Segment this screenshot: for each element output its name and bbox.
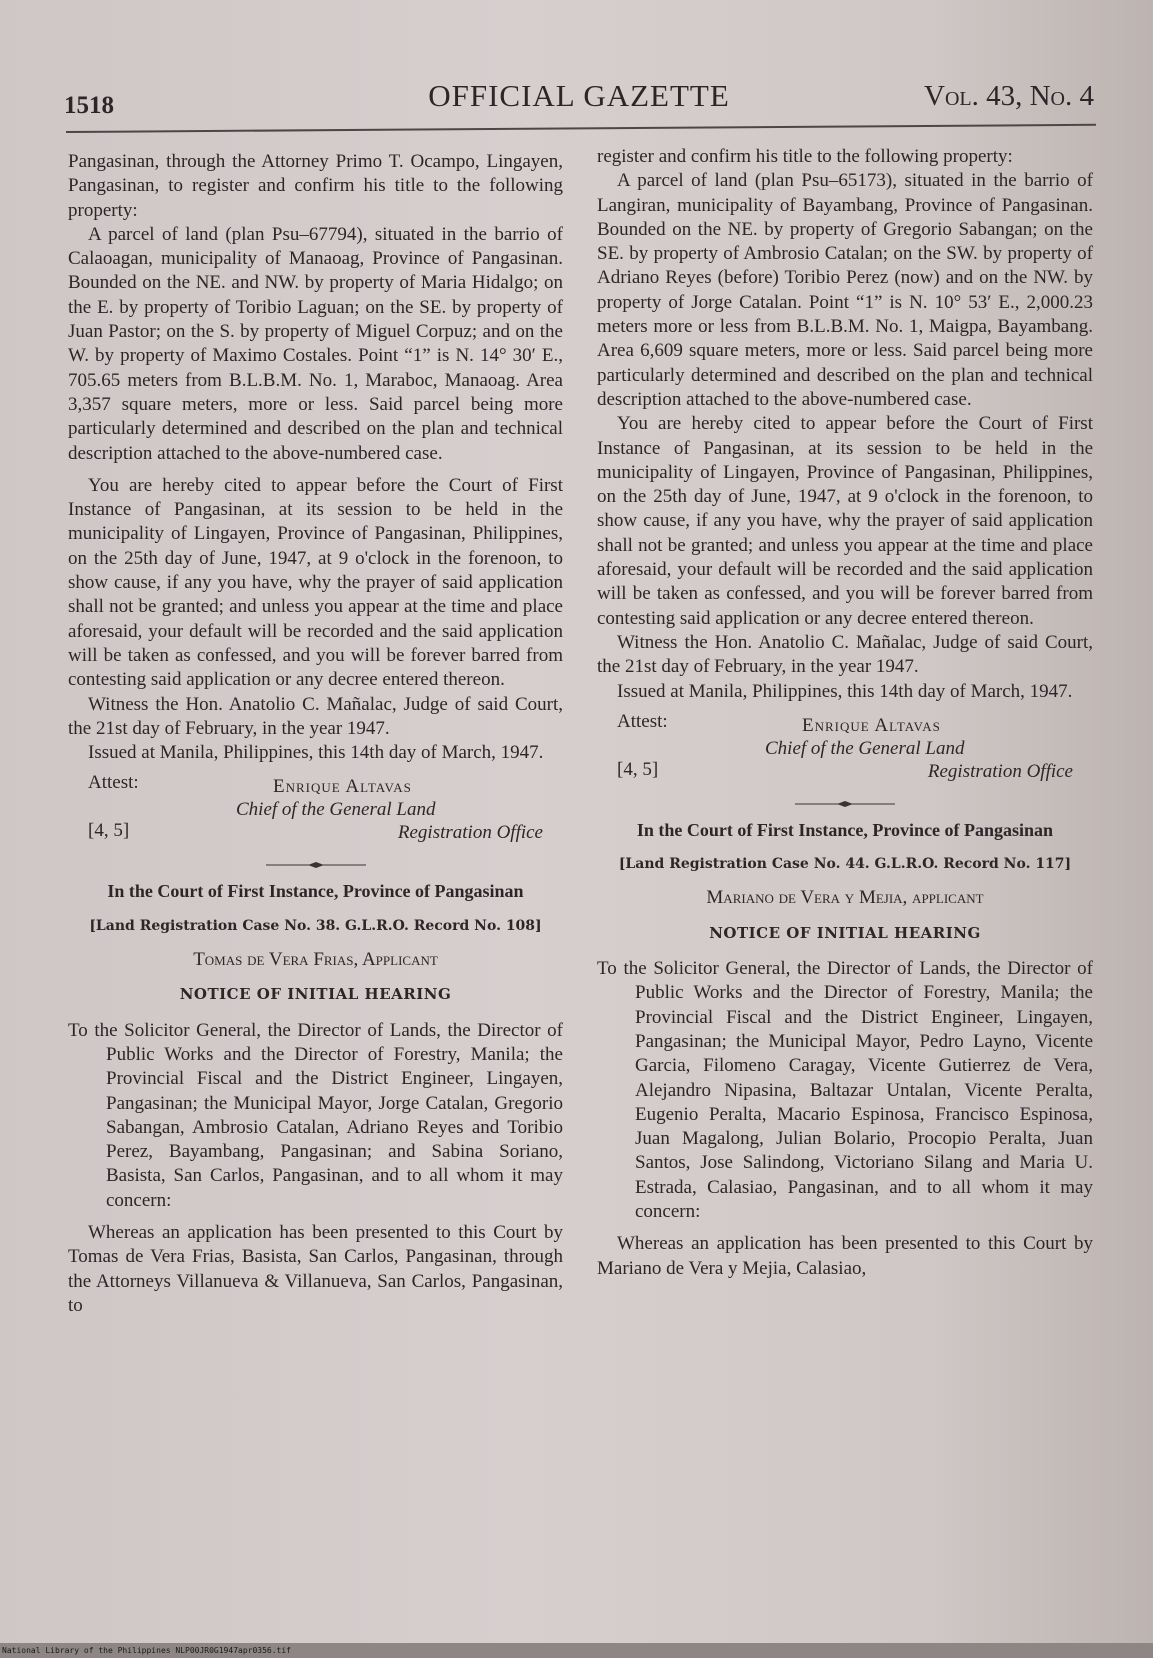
right-column	[597, 145, 1093, 1281]
case-line: [Land Registration Case No. 44. G.L.R.O. Record No. 117]	[618, 856, 1072, 873]
applicant-line: Mariano de Vera y Mejia, applicant	[706, 887, 984, 909]
property-description: A parcel of land (plan Psu–67794), situated in the barrio of Calaoagan, municipality of Manaoag, Province of Pangasinan. Bounded on the NE. and NW. by property of Maria Hidalgo; on the E. by property of Toribio Laguan; on the SE. by property of Juan Pastor; on the S. by property of Miguel Corpuz; and on the W. by property of Maximo Costales. Point “1” is N. 14° 30′ E., 705.65 meters from B.L.B.M. No. 1, Maraboc, Manaoag. Area 3,357 square meters, more or less. Said parcel being more particularly determined and described on the plan and technical description attached to the above-numbered case.	[68, 223, 563, 464]
case-line: [Land Registration Case No. 38. G.L.R.O. Record No. 108]	[89, 917, 542, 934]
attest-ref: [4, 5]	[617, 758, 659, 780]
addressee-block: To the Solicitor General, the Director of Lands, the Director of Public Works and the Director of Forestry, Manila; the Provincial Fiscal and the District Engineer, Lingayen, Pangasinan; the Municipal Mayor, Pedro Layno, Vicente Garcia, Filomeno Caragay, Vicente Gutierrez de Vera, Alejandro Nipasina, Baltazar Untalan, Vicente Peralta, Eugenio Peralta, Macario Espinosa, Francisco Espinosa, Juan Magalong, Julian Bolario, Procopio Peralta, Juan Santos, Jose Salindong, Victoriano Silang and Maria U. Estrada, Calasiao, Pangasinan, and to all whom it may concern:	[597, 958, 1093, 1222]
witness-paragraph: Witness the Hon. Anatolio C. Mañalac, Judge of said Court, the 21st day of February, in the year 1947.	[597, 631, 1093, 678]
citation-paragraph: You are hereby cited to appear before the Court of First Instance of Pangasinan, at its session to be held in the municipality of Lingayen, Province of Pangasinan, Philippines, on the 25th day of June, 1947, at 9 o'clock in the forenoon, to show cause, if any you have, why the prayer of said application shall not be granted; and unless you appear at the time and place aforesaid, your default will be recorded and the said application will be taken as confessed, and you will be forever barred from contesting said application or any decree entered thereon.	[68, 474, 563, 691]
attest-name: Enrique Altavas	[802, 714, 941, 736]
notice-heading: NOTICE OF INITIAL HEARING	[709, 923, 981, 942]
notice-heading: NOTICE OF INITIAL HEARING	[179, 985, 452, 1004]
scan-footer: National Library of the Philippines NLP00JR0G1947apr0356.tif	[2, 1646, 291, 1655]
whereas-paragraph: Whereas an application has been presented to this Court by Tomas de Vera Frias, Basista, San Carlos, Pangasinan, through the Attorneys Villanueva & Villanueva, San Carlos, Pangasinan, to	[68, 1221, 563, 1316]
court-heading: In the Court of First Instance, Province of Pangasinan	[636, 819, 1054, 840]
section-divider	[266, 857, 366, 873]
paragraph: register and confirm his title to the following property:	[597, 146, 1013, 167]
attest-label: Attest:	[88, 772, 139, 794]
attest-title-line1: Chief of the General Land	[765, 737, 965, 759]
attest-label: Attest:	[617, 710, 668, 732]
issued-paragraph: Issued at Manila, Philippines, this 14th day of March, 1947.	[617, 680, 1073, 702]
page-number: 1518	[64, 92, 114, 119]
page-header	[64, 70, 1094, 130]
gazette-title: OFFICIAL GAZETTE	[428, 78, 730, 113]
applicant-line: Tomas de Vera Frias, Applicant	[193, 949, 438, 971]
attest-title-line2: Registration Office	[927, 760, 1073, 782]
issued-paragraph: Issued at Manila, Philippines, this 14th day of March, 1947.	[88, 742, 544, 764]
attest-name: Enrique Altavas	[273, 776, 412, 798]
volume-label: Vol. 43, No. 4	[924, 80, 1094, 112]
attest-block	[597, 710, 1093, 786]
attest-block	[68, 771, 563, 847]
witness-paragraph: Witness the Hon. Anatolio C. Mañalac, Judge of said Court, the 21st day of February, in the year 1947.	[68, 693, 563, 739]
attest-title-line1: Chief of the General Land	[236, 799, 436, 821]
court-heading: In the Court of First Instance, Province of Pangasinan	[107, 881, 524, 902]
addressee-block: To the Solicitor General, the Director of Lands, the Director of Public Works and the Director of Forestry, Manila; the Provincial Fiscal and the District Engineer, Lingayen, Pangasinan; the Municipal Mayor, Jorge Catalan, Gregorio Sabangan, Ambrosio Catalan, Adriano Reyes and Toribio Perez, Bayambang, Pangasinan; and Sabina Soriano, Basista, San Carlos, Pangasinan, and to all whom it may concern:	[68, 1019, 563, 1211]
whereas-paragraph: Whereas an application has been presented to this Court by Mariano de Vera y Mejia, Calasiao,	[597, 1233, 1093, 1279]
left-column	[68, 150, 563, 1318]
citation-paragraph: You are hereby cited to appear before the Court of First Instance of Pangasinan, at its session to be held in the municipality of Lingayen, Province of Pangasinan, Philippines, on the 25th day of June, 1947, at 9 o'clock in the forenoon, to show cause, if any you have, why the prayer of said application shall not be granted; and unless you appear at the time and place aforesaid, your default will be recorded and the said application will be taken as confessed, and you will be forever barred from contesting said application or any decree entered thereon.	[597, 413, 1093, 629]
section-divider	[795, 796, 895, 812]
attest-title-line2: Registration Office	[397, 822, 543, 844]
property-description: A parcel of land (plan Psu–65173), situated in the barrio of Langiran, municipality of Bayambang, Province of Pangasinan. Bounded on the NE. by property of Gregorio Sabangan; on the SE. by property of Ambrosio Catalan; on the SW. by property of Adriano Reyes (before) Toribio Perez (now) and on the NW. by property of Jorge Catalan. Point “1” is N. 10° 53′ E., 2,000.23 meters more or less from B.L.B.M. No. 1, Maigpa, Bayambang. Area 6,609 square meters, more or less. Said parcel being more particularly determined and described on the plan and technical description attached to the above-numbered case.	[597, 170, 1093, 410]
paragraph: Pangasinan, through the Attorney Primo T. Ocampo, Lingayen, Pangasinan, to register and confirm his title to the following property:	[68, 151, 563, 221]
attest-ref: [4, 5]	[88, 820, 130, 842]
